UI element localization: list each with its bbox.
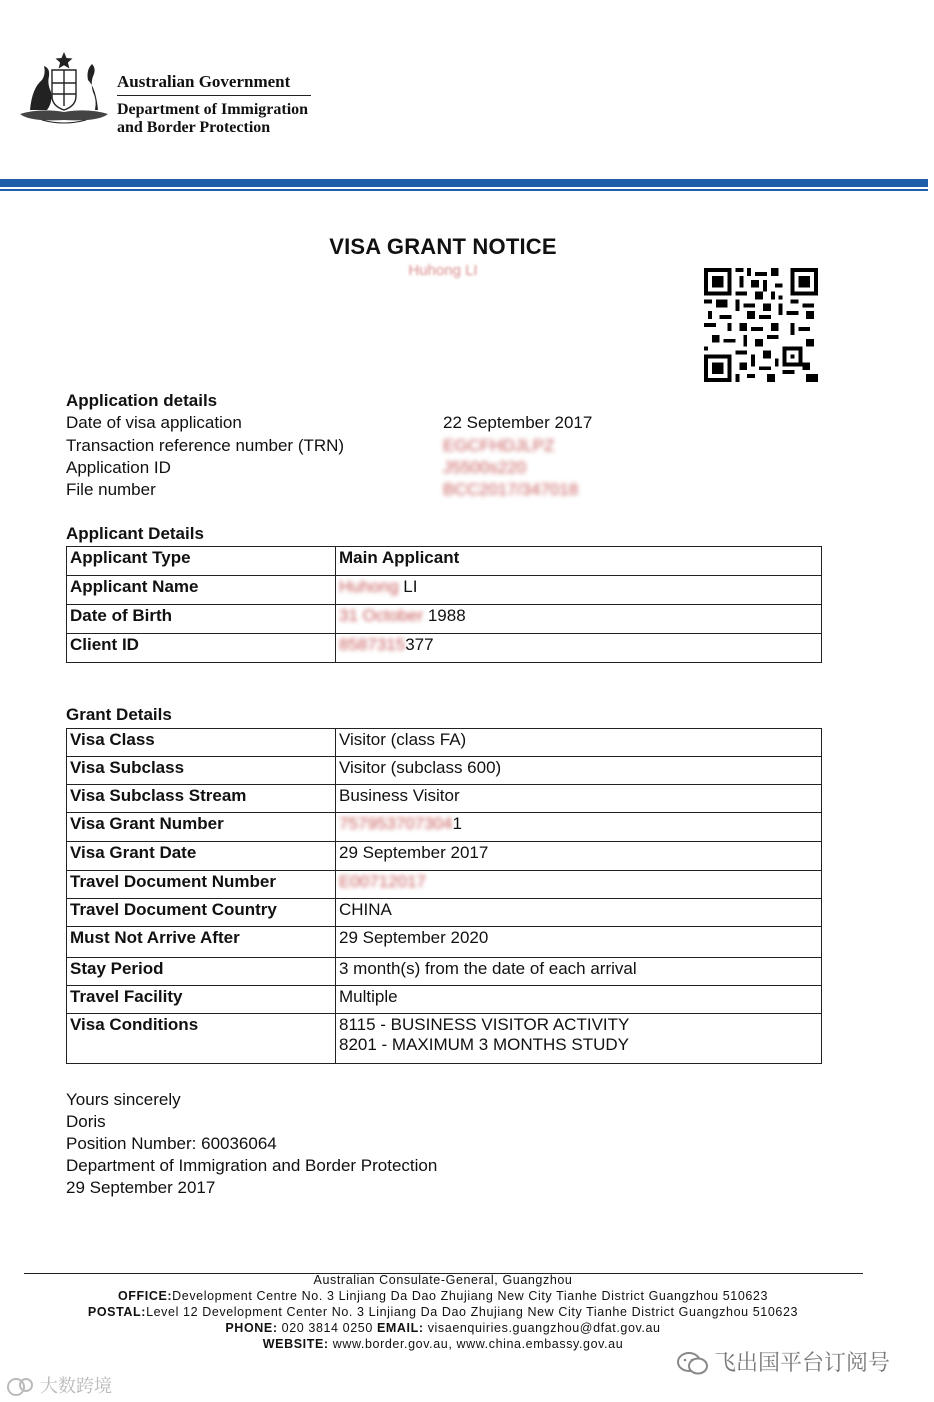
visa-grant-number-clear: 1 [452,814,462,833]
must-not-arrive-after-label: Must Not Arrive After [67,927,336,958]
travel-document-country-value: CHINA [336,899,822,927]
watermark-right [676,1346,890,1377]
table-row [67,899,822,927]
table-row [67,634,822,663]
table-row [67,986,822,1014]
postal-text: Level 12 Development Center No. 3 Linjiang Da Dao Zhujiang New City Tianhe District Guangzhou 510623 [146,1305,799,1319]
table-row [67,729,822,757]
visa-stream-label: Visa Subclass Stream [67,785,336,813]
visa-grant-date-label: Visa Grant Date [67,842,336,871]
table-row [67,813,822,842]
applicant-type-label: Applicant Type [67,547,336,576]
watermark-right-text: 飞出国平台订阅号 [714,1350,891,1375]
table-row [67,871,822,899]
travel-document-country-label: Travel Document Country [67,899,336,927]
document-title: VISA GRANT NOTICE [329,234,557,259]
website-text: www.border.gov.au, www.china.embassy.gov.au [332,1337,624,1351]
grant-details-table [66,728,822,1064]
visa-condition-8115: 8115 - BUSINESS VISITOR ACTIVITY [339,1015,630,1034]
table-row [67,757,822,785]
table-row [67,958,822,986]
stay-period-label: Stay Period [67,958,336,986]
travel-document-number-label: Travel Document Number [67,871,336,899]
client-id-value [336,634,822,663]
signature-block [66,1089,437,1199]
wechat-icon [676,1351,710,1377]
visa-subclass-value: Visitor (subclass 600) [336,757,822,785]
department-name-line1: Department of Immigration [117,101,309,118]
applicant-name-clear: LI [398,577,418,596]
visa-grant-date-value: 29 September 2017 [336,842,822,871]
must-not-arrive-after-value: 29 September 2020 [336,927,822,958]
postal-label: POSTAL: [87,1305,147,1319]
table-row [67,927,822,958]
header-blue-rule [0,189,928,191]
applicant-name-masked: Huhong [339,577,399,596]
travel-facility-label: Travel Facility [67,986,336,1014]
visa-grant-number-value [336,813,822,842]
date-of-birth-clear: 1988 [423,606,466,625]
consulate-name: Australian Consulate-General, Guangzhou [313,1273,573,1287]
government-title: Australian Government [117,72,291,91]
applicant-name-header: Huhong LI [408,262,478,279]
header-divider [117,95,311,96]
date-of-birth-masked: 31 October [339,606,424,625]
website-label: WEBSITE: [262,1337,329,1351]
visa-stream-value: Business Visitor [336,785,822,813]
client-id-label: Client ID [67,634,336,663]
visa-class-label: Visa Class [67,729,336,757]
visa-condition-8201: 8201 - MAXIMUM 3 MONTHS STUDY [339,1035,629,1054]
header-blue-band [0,179,928,187]
closing-line: Yours sincerely [66,1090,181,1109]
office-label: OFFICE: [117,1289,173,1303]
table-row [67,605,822,634]
client-id-masked: 8587315 [339,635,406,654]
applicant-details-heading: Applicant Details [66,524,204,543]
file-number-label: File number [66,480,156,499]
date-of-application-value: 22 September 2017 [443,413,593,432]
phone-label: PHONE: [225,1321,278,1335]
date-of-application-label: Date of visa application [66,413,242,432]
email-text: visaenquiries.guangzhou@dfat.gov.au [427,1321,661,1335]
postal-address [0,1305,886,1319]
office-address [0,1289,886,1303]
table-row [67,547,822,576]
visa-conditions-label: Visa Conditions [67,1014,336,1064]
table-row [67,842,822,871]
application-details-heading: Application details [66,391,218,410]
application-id-label: Application ID [66,458,171,477]
contact-line [0,1321,886,1335]
phone-text: 020 3814 0250 [281,1321,373,1335]
applicant-type-value: Main Applicant [336,547,822,576]
table-row [67,1014,822,1064]
signature-date: 29 September 2017 [66,1178,216,1197]
signatory-department: Department of Immigration and Border Protection [66,1156,438,1175]
travel-document-number-value [336,871,822,899]
visa-grant-number-masked: 757953707304 [339,814,453,833]
client-id-clear: 377 [405,635,434,654]
trn-label: Transaction reference number (TRN) [66,436,345,455]
watermark-logo-icon [6,1376,36,1398]
date-of-birth-value [336,605,822,634]
watermark-left-text: 大数跨境 [40,1376,112,1396]
visa-subclass-label: Visa Subclass [67,757,336,785]
email-label: EMAIL: [376,1321,424,1335]
applicant-name-value [336,576,822,605]
travel-facility-value: Multiple [336,986,822,1014]
applicant-details-table [66,546,822,663]
visa-conditions-value [336,1014,822,1064]
date-of-birth-label: Date of Birth [67,605,336,634]
department-name-line2: and Border Protection [117,119,271,136]
qr-code-icon [704,268,818,382]
table-row [67,785,822,813]
applicant-name-label: Applicant Name [67,576,336,605]
office-text: Development Centre No. 3 Linjiang Da Dao Zhujiang New City Tianhe District Guangzhou 510623 [172,1289,769,1303]
travel-document-number-masked: E00712017 [339,872,426,891]
file-number-value: BCC2017/347018 [443,480,579,499]
table-row [67,576,822,605]
stay-period-value: 3 month(s) from the date of each arrival [336,958,822,986]
visa-grant-number-label: Visa Grant Number [67,813,336,842]
government-crest-icon [16,48,112,128]
trn-value: EGCFHDJLPZ [443,436,555,455]
grant-details-heading: Grant Details [66,705,172,724]
application-id-value: J5500s220 [443,458,527,477]
visa-class-value: Visitor (class FA) [336,729,822,757]
watermark-left [6,1372,112,1398]
position-number: Position Number: 60036064 [66,1134,277,1153]
signatory-name: Doris [66,1112,106,1131]
